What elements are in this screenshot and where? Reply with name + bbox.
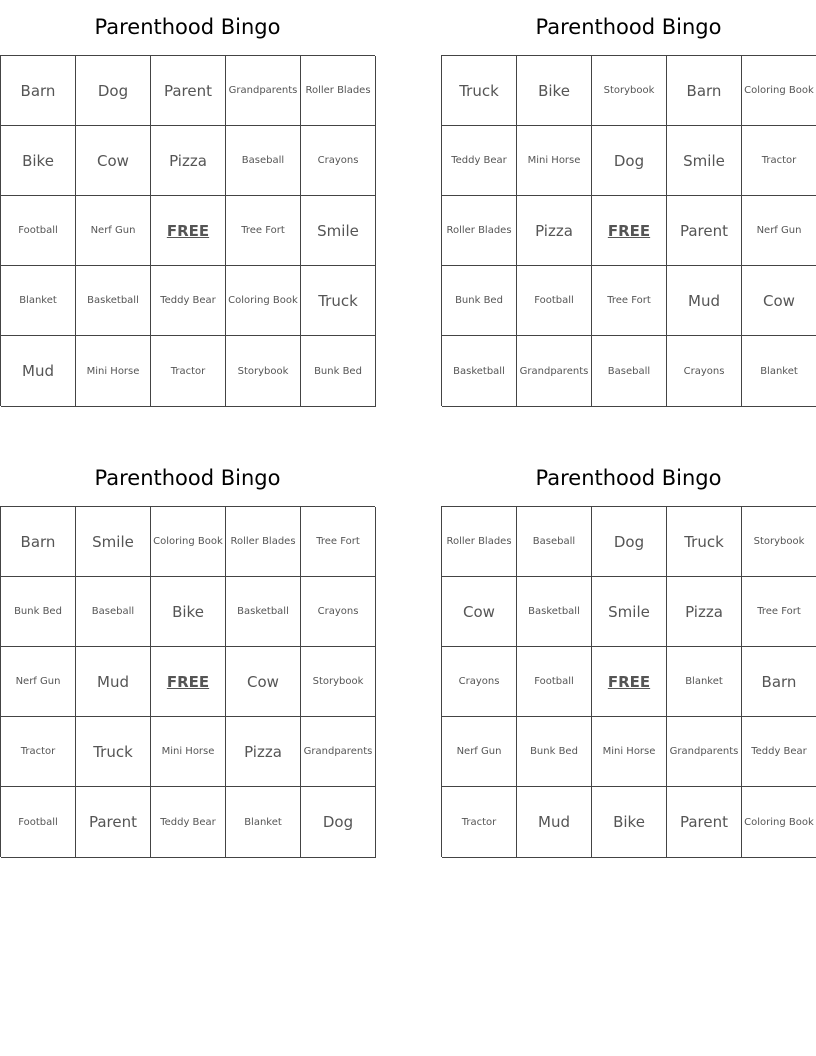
bingo-cell: Crayons — [667, 336, 742, 407]
bingo-cell: Cow — [442, 577, 517, 647]
bingo-cell: Mud — [517, 787, 592, 858]
card-title: Parenthood Bingo — [94, 15, 281, 39]
bingo-cell: Basketball — [226, 577, 301, 647]
bingo-cell: Crayons — [442, 647, 517, 717]
bingo-cell: Bunk Bed — [1, 577, 76, 647]
bingo-cell: Parent — [667, 196, 742, 266]
bingo-cell: Baseball — [592, 336, 667, 407]
bingo-cell: Dog — [592, 507, 667, 577]
bingo-cell: Basketball — [76, 266, 151, 336]
bingo-cell: Cow — [226, 647, 301, 717]
bingo-cell: Basketball — [442, 336, 517, 407]
bingo-cell: Dog — [592, 126, 667, 196]
bingo-cell: Teddy Bear — [742, 717, 816, 787]
bingo-cell: Teddy Bear — [442, 126, 517, 196]
bingo-cell: Crayons — [301, 126, 376, 196]
bingo-cell: Tree Fort — [301, 507, 376, 577]
bingo-cell: Grandparents — [517, 336, 592, 407]
card-title: Parenthood Bingo — [535, 15, 722, 39]
bingo-cell: Football — [1, 787, 76, 858]
bingo-cell: Roller Blades — [442, 507, 517, 577]
bingo-cell: Mini Horse — [151, 717, 226, 787]
bingo-cell: Tractor — [442, 787, 517, 858]
bingo-cell: Grandparents — [667, 717, 742, 787]
bingo-cell: Coloring Book — [151, 507, 226, 577]
bingo-cell: Mini Horse — [592, 717, 667, 787]
bingo-cell: Coloring Book — [742, 56, 816, 126]
bingo-cell: Football — [1, 196, 76, 266]
bingo-cell: Dog — [76, 56, 151, 126]
bingo-cell: Baseball — [76, 577, 151, 647]
bingo-grid — [441, 506, 816, 857]
bingo-cell: Nerf Gun — [742, 196, 816, 266]
bingo-grid — [441, 55, 816, 406]
bingo-cell: Barn — [667, 56, 742, 126]
free-space: FREE — [592, 647, 667, 717]
bingo-cell: Teddy Bear — [151, 266, 226, 336]
bingo-cell: Blanket — [226, 787, 301, 858]
bingo-cell: Bike — [517, 56, 592, 126]
bingo-cell: Nerf Gun — [1, 647, 76, 717]
bingo-cell: Teddy Bear — [151, 787, 226, 858]
bingo-cell: Grandparents — [226, 56, 301, 126]
bingo-cell: Smile — [592, 577, 667, 647]
bingo-cell: Storybook — [226, 336, 301, 407]
bingo-cell: Parent — [151, 56, 226, 126]
bingo-cell: Basketball — [517, 577, 592, 647]
free-space: FREE — [592, 196, 667, 266]
bingo-cell: Roller Blades — [442, 196, 517, 266]
bingo-cell: Truck — [76, 717, 151, 787]
bingo-cell: Bunk Bed — [442, 266, 517, 336]
bingo-cell: Grandparents — [301, 717, 376, 787]
bingo-cell: Mud — [76, 647, 151, 717]
bingo-cell: Roller Blades — [301, 56, 376, 126]
bingo-cell: Tree Fort — [226, 196, 301, 266]
bingo-cell: Storybook — [592, 56, 667, 126]
bingo-cell: Pizza — [667, 577, 742, 647]
bingo-cell: Football — [517, 266, 592, 336]
bingo-cell: Football — [517, 647, 592, 717]
bingo-cell: Bunk Bed — [517, 717, 592, 787]
free-space: FREE — [151, 647, 226, 717]
bingo-cell: Dog — [301, 787, 376, 858]
bingo-cell: Bike — [592, 787, 667, 858]
bingo-cell: Blanket — [1, 266, 76, 336]
bingo-cell: Smile — [76, 507, 151, 577]
bingo-cell: Storybook — [742, 507, 816, 577]
bingo-cell: Bike — [151, 577, 226, 647]
free-space: FREE — [151, 196, 226, 266]
bingo-cell: Pizza — [517, 196, 592, 266]
bingo-cell: Barn — [1, 507, 76, 577]
bingo-cell: Nerf Gun — [442, 717, 517, 787]
card-title: Parenthood Bingo — [535, 466, 722, 490]
bingo-cell: Tractor — [1, 717, 76, 787]
bingo-cell: Parent — [76, 787, 151, 858]
bingo-cell: Coloring Book — [226, 266, 301, 336]
bingo-cell: Pizza — [151, 126, 226, 196]
bingo-cell: Mini Horse — [517, 126, 592, 196]
bingo-cell: Mud — [667, 266, 742, 336]
bingo-cell: Smile — [301, 196, 376, 266]
bingo-cell: Parent — [667, 787, 742, 858]
bingo-cell: Blanket — [742, 336, 816, 407]
bingo-cell: Smile — [667, 126, 742, 196]
bingo-cell: Truck — [301, 266, 376, 336]
bingo-cell: Mini Horse — [76, 336, 151, 407]
bingo-cell: Cow — [76, 126, 151, 196]
bingo-cell: Tree Fort — [742, 577, 816, 647]
bingo-cell: Pizza — [226, 717, 301, 787]
card-title: Parenthood Bingo — [94, 466, 281, 490]
bingo-cell: Nerf Gun — [76, 196, 151, 266]
bingo-cell: Cow — [742, 266, 816, 336]
bingo-cell: Truck — [667, 507, 742, 577]
bingo-grid — [0, 55, 375, 406]
bingo-cell: Baseball — [226, 126, 301, 196]
bingo-cell: Barn — [1, 56, 76, 126]
bingo-cell: Tree Fort — [592, 266, 667, 336]
bingo-cell: Tractor — [151, 336, 226, 407]
bingo-cell: Storybook — [301, 647, 376, 717]
bingo-cell: Mud — [1, 336, 76, 407]
bingo-cell: Tractor — [742, 126, 816, 196]
bingo-cell: Barn — [742, 647, 816, 717]
bingo-cell: Crayons — [301, 577, 376, 647]
bingo-cell: Truck — [442, 56, 517, 126]
bingo-cell: Blanket — [667, 647, 742, 717]
bingo-cell: Coloring Book — [742, 787, 816, 858]
bingo-cell: Baseball — [517, 507, 592, 577]
bingo-cell: Roller Blades — [226, 507, 301, 577]
bingo-cell: Bike — [1, 126, 76, 196]
bingo-cell: Bunk Bed — [301, 336, 376, 407]
bingo-grid — [0, 506, 375, 857]
